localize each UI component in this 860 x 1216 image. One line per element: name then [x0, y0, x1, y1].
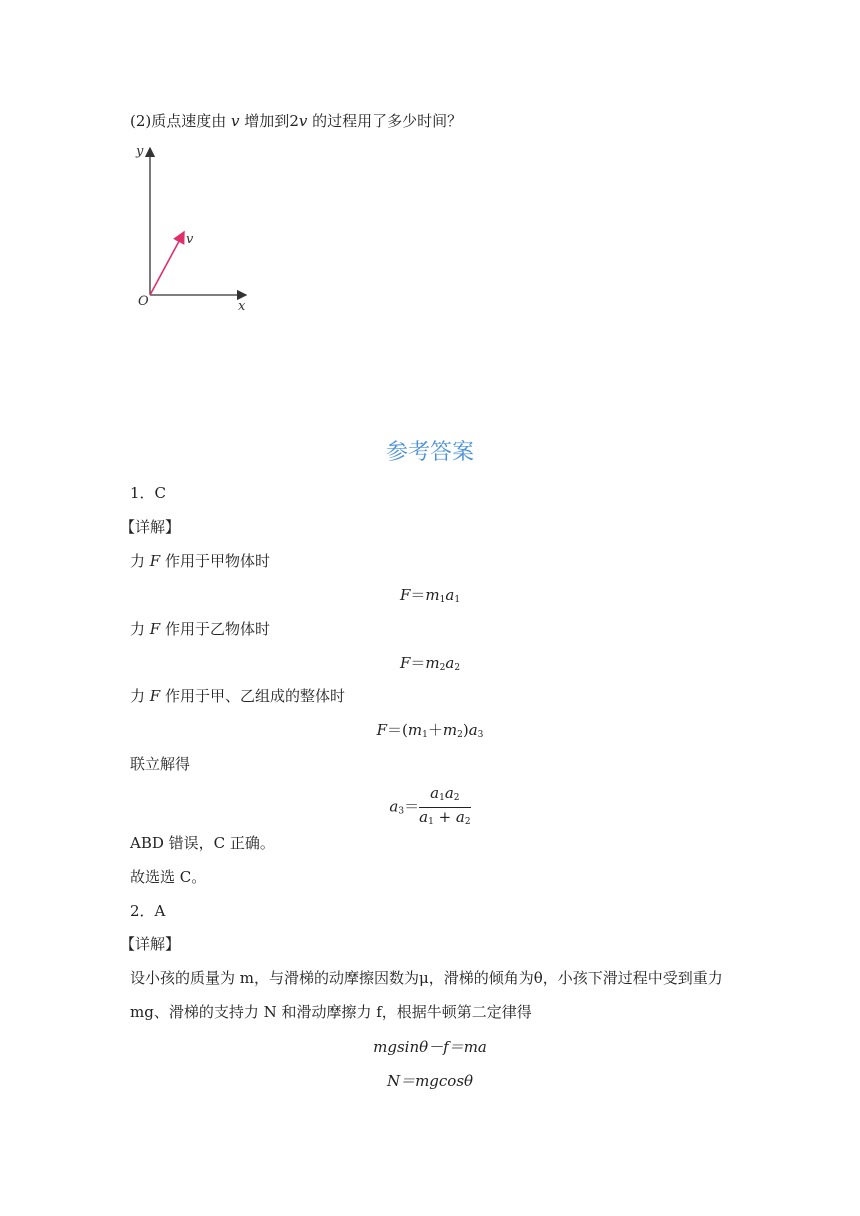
- velocity-vector: [150, 232, 184, 295]
- q1-line2: [130, 619, 270, 639]
- q1-detail-heading: 【详解】: [120, 518, 181, 536]
- question-text: [130, 111, 462, 131]
- question-tail: 的过程用了多少时间？: [312, 112, 463, 130]
- fraction-denominator: $a_1 + a_2$: [419, 808, 471, 827]
- question-label: (2)质点速度由: [130, 112, 227, 130]
- question-mid: 增加到: [244, 112, 290, 130]
- text-force-3: 力: [130, 687, 146, 705]
- equation-3: $F=(m_1+m_2)a_3$: [376, 721, 484, 740]
- text-on-jia: 作用于甲物体时: [165, 552, 271, 570]
- text-on-yi: 作用于乙物体时: [165, 620, 271, 638]
- x-axis-label: x: [238, 299, 246, 314]
- velocity-diagram: [130, 140, 260, 315]
- var-F-2: F: [149, 620, 161, 638]
- q2-paragraph-line2: mg、滑梯的支持力 N 和滑动摩擦力 f，根据牛顿第二定律得: [130, 1003, 532, 1021]
- q2-paragraph-line1: 设小孩的质量为 m，与滑梯的动摩擦因数为μ，滑梯的倾角为θ，小孩下滑过程中受到重力: [130, 969, 723, 987]
- fraction: [419, 784, 470, 831]
- question-two: 2: [289, 112, 299, 130]
- equation-1: $F=m_1a_1$: [399, 586, 461, 605]
- origin-label: O: [138, 294, 149, 309]
- equation-5: mgsinθ－f＝ma: [373, 1038, 487, 1056]
- q1-conclusion: ABD 错误，C 正确。: [130, 834, 275, 852]
- q1-answer: 1．C: [130, 484, 167, 502]
- y-axis-label: y: [136, 144, 144, 159]
- text-force: 力: [130, 552, 146, 570]
- q2-answer: 2．A: [130, 902, 166, 920]
- q1-line4: 联立解得: [130, 755, 191, 773]
- question-var-v2: v: [298, 112, 308, 130]
- var-F: F: [149, 552, 161, 570]
- answer-title: 参考答案: [385, 440, 474, 465]
- q1-line1: [130, 551, 270, 571]
- equation-4: $a_3=$ $\frac{a_1a_2}{a_1 + a_2}$: [0, 784, 860, 831]
- q1-line3: [130, 686, 345, 706]
- text-force-2: 力: [130, 620, 146, 638]
- equation-2: $F=m_2a_2$: [399, 654, 461, 673]
- equation-6: N＝mgcosθ: [386, 1072, 474, 1090]
- var-F-3: F: [149, 687, 161, 705]
- vector-label: v: [186, 232, 194, 247]
- q2-detail-heading: 【详解】: [120, 935, 181, 953]
- question-var-v: v: [231, 112, 240, 130]
- fraction-numerator: $a_1a_2$: [419, 784, 470, 808]
- text-on-whole: 作用于甲、乙组成的整体时: [165, 687, 346, 705]
- q1-choice: 故选选 C。: [130, 868, 207, 886]
